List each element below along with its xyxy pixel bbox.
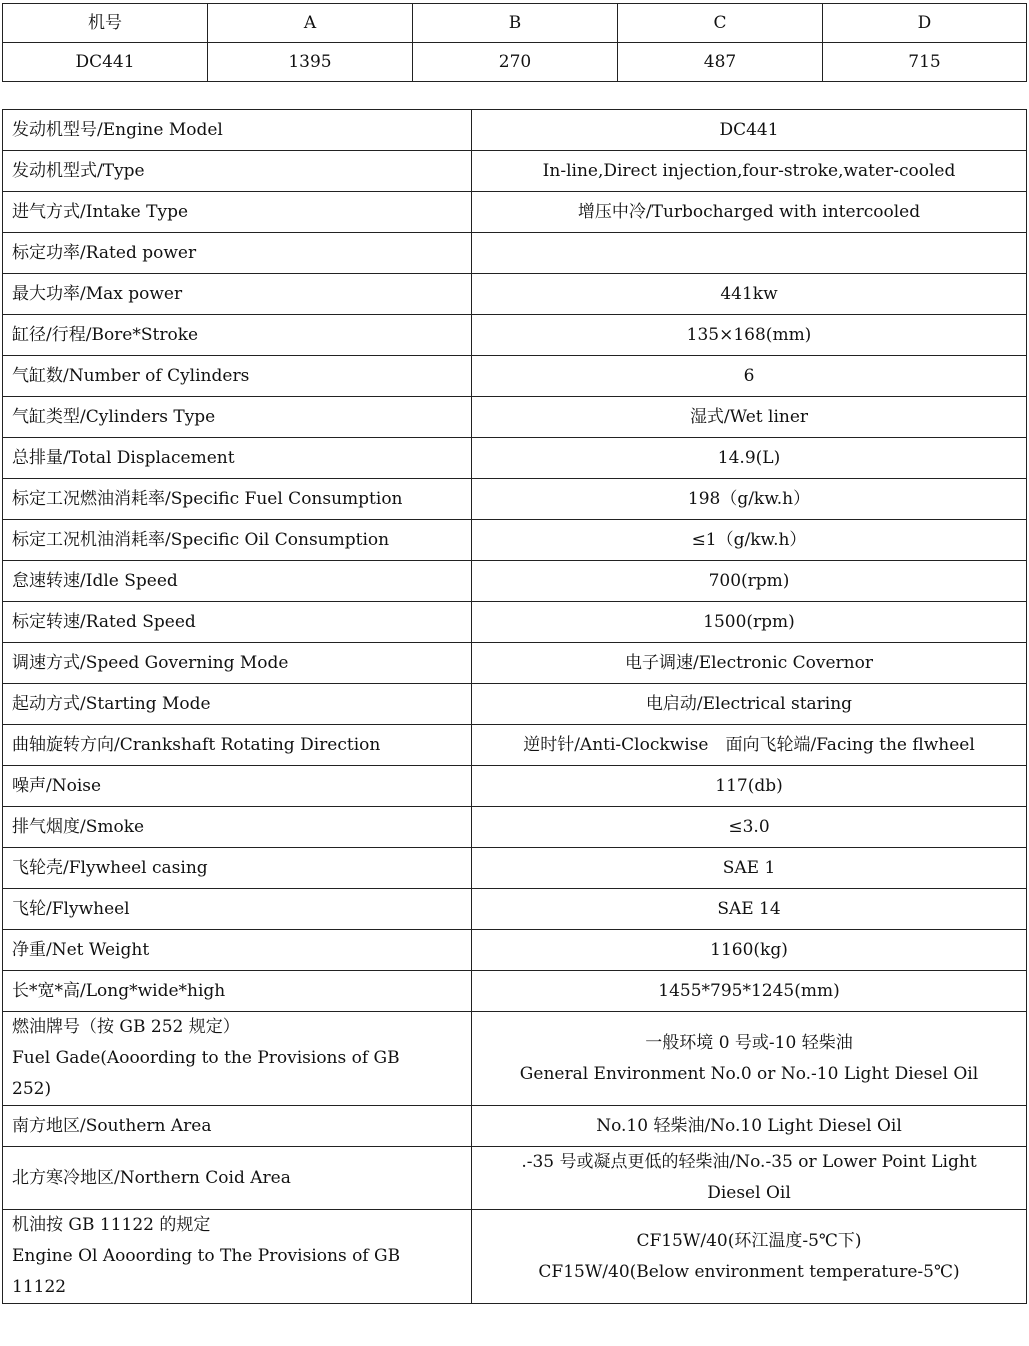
spec-label-fuel-grade <box>3 1012 472 1106</box>
spec-label: 标定转速/Rated Speed <box>3 602 472 643</box>
spec-label: 飞轮壳/Flywheel casing <box>3 848 472 889</box>
spec-row-fuel-grade <box>3 1012 1027 1106</box>
spec-label: 标定功率/Rated power <box>3 233 472 274</box>
spec-value: 增压中冷/Turbocharged with intercooled <box>472 192 1027 233</box>
spec-value: 1500(rpm) <box>472 602 1027 643</box>
spec-value: DC441 <box>472 110 1027 151</box>
value-model-no: DC441 <box>3 43 208 82</box>
spec-label: 气缸类型/Cylinders Type <box>3 397 472 438</box>
dimension-table <box>2 3 1027 82</box>
fuel-value-line-2: General Environment No.0 or No.-10 Light Diesel Oil <box>519 1063 979 1084</box>
oil-label-line-3: 11122 <box>12 1277 67 1297</box>
spec-row <box>3 110 1027 151</box>
spec-row <box>3 315 1027 356</box>
header-a: A <box>208 4 413 43</box>
value-d: 715 <box>823 43 1027 82</box>
spec-row <box>3 192 1027 233</box>
spec-label: 标定工况机油消耗率/Specific Oil Consumption <box>3 520 472 561</box>
spec-value: 6 <box>472 356 1027 397</box>
spec-label: 标定工况燃油消耗率/Specific Fuel Consumption <box>3 479 472 520</box>
spec-label: 总排量/Total Displacement <box>3 438 472 479</box>
spec-row <box>3 725 1027 766</box>
spec-row-northern-area <box>3 1147 1027 1210</box>
spec-row <box>3 397 1027 438</box>
spec-value: 441kw <box>472 274 1027 315</box>
fuel-label-line-1: 燃油牌号（按 GB 252 规定） <box>12 1017 240 1037</box>
spec-row <box>3 643 1027 684</box>
spec-label: 净重/Net Weight <box>3 930 472 971</box>
spec-row <box>3 766 1027 807</box>
spec-value: 117(db) <box>472 766 1027 807</box>
spec-value: ≤3.0 <box>472 807 1027 848</box>
header-b: B <box>413 4 618 43</box>
value-c: 487 <box>618 43 823 82</box>
spec-row <box>3 438 1027 479</box>
fuel-label-line-3: 252) <box>12 1079 52 1099</box>
spec-value <box>472 233 1027 274</box>
spec-row <box>3 479 1027 520</box>
spec-row-southern-area <box>3 1106 1027 1147</box>
header-d: D <box>823 4 1027 43</box>
spec-value: SAE 14 <box>472 889 1027 930</box>
spec-value: 14.9(L) <box>472 438 1027 479</box>
oil-label-line-1: 机油按 GB 11122 的规定 <box>12 1215 211 1235</box>
spec-row <box>3 561 1027 602</box>
spec-label: 调速方式/Speed Governing Mode <box>3 643 472 684</box>
spec-label: 发动机型式/Type <box>3 151 472 192</box>
spec-value-southern-area: No.10 轻柴油/No.10 Light Diesel Oil <box>472 1106 1027 1147</box>
spec-value: 逆时针/Anti-Clockwise 面向飞轮端/Facing the flwheel <box>472 725 1027 766</box>
spec-label: 噪声/Noise <box>3 766 472 807</box>
fuel-value-line-1: 一般环境 0 号或-10 轻柴油 <box>645 1032 853 1053</box>
spec-row <box>3 848 1027 889</box>
spec-row <box>3 151 1027 192</box>
spec-label: 最大功率/Max power <box>3 274 472 315</box>
spec-value: 1160(kg) <box>472 930 1027 971</box>
spec-label: 起动方式/Starting Mode <box>3 684 472 725</box>
spec-label: 气缸数/Number of Cylinders <box>3 356 472 397</box>
spec-value: 电启动/Electrical staring <box>472 684 1027 725</box>
spec-label: 长*宽*高/Long*wide*high <box>3 971 472 1012</box>
oil-value-line-2: CF15W/40(Below environment temperature-5℃) <box>538 1261 960 1282</box>
dimension-value-row <box>3 43 1027 82</box>
spec-value: 电子调速/Electronic Covernor <box>472 643 1027 684</box>
spec-row <box>3 930 1027 971</box>
spec-label-northern-area: 北方寒冷地区/Northern Coid Area <box>3 1147 472 1210</box>
fuel-label-line-2: Fuel Gade(Aooording to the Provisions of GB <box>12 1048 400 1068</box>
spec-row <box>3 807 1027 848</box>
dimension-header-row <box>3 4 1027 43</box>
oil-label-line-2: Engine Ol Aooording to The Provisions of GB <box>12 1246 401 1266</box>
value-a: 1395 <box>208 43 413 82</box>
value-b: 270 <box>413 43 618 82</box>
spec-value: SAE 1 <box>472 848 1027 889</box>
spec-value-engine-oil <box>472 1210 1027 1304</box>
spec-row <box>3 602 1027 643</box>
spec-label-southern-area: 南方地区/Southern Area <box>3 1106 472 1147</box>
spec-row <box>3 889 1027 930</box>
spec-value: ≤1（g/kw.h） <box>472 520 1027 561</box>
spec-label-engine-oil <box>3 1210 472 1304</box>
north-value-line-2: Diesel Oil <box>707 1183 791 1203</box>
spec-label: 怠速转速/Idle Speed <box>3 561 472 602</box>
spec-row <box>3 520 1027 561</box>
spec-row-engine-oil <box>3 1210 1027 1304</box>
header-model-no: 机号 <box>3 4 208 43</box>
spec-value: In-line,Direct injection,four-stroke,water-cooled <box>472 151 1027 192</box>
header-c: C <box>618 4 823 43</box>
oil-value-line-1: CF15W/40(环江温度-5℃下) <box>636 1230 862 1251</box>
spec-row <box>3 356 1027 397</box>
spec-value: 1455*795*1245(mm) <box>472 971 1027 1012</box>
spec-body <box>3 110 1027 1304</box>
spec-row <box>3 274 1027 315</box>
spec-table <box>2 109 1027 1304</box>
spec-value: 湿式/Wet liner <box>472 397 1027 438</box>
spec-label: 排气烟度/Smoke <box>3 807 472 848</box>
spec-label: 缸径/行程/Bore*Stroke <box>3 315 472 356</box>
spec-label: 进气方式/Intake Type <box>3 192 472 233</box>
spec-value-northern-area <box>472 1147 1027 1210</box>
north-value-line-1: .-35 号或凝点更低的轻柴油/No.-35 or Lower Point Light <box>521 1152 977 1172</box>
spec-label: 曲轴旋转方向/Crankshaft Rotating Direction <box>3 725 472 766</box>
spec-value: 700(rpm) <box>472 561 1027 602</box>
spec-value-fuel-grade <box>472 1012 1027 1106</box>
spec-label: 飞轮/Flywheel <box>3 889 472 930</box>
spec-row <box>3 684 1027 725</box>
spec-value: 135×168(mm) <box>472 315 1027 356</box>
spec-value: 198（g/kw.h） <box>472 479 1027 520</box>
spec-label: 发动机型号/Engine Model <box>3 110 472 151</box>
spec-row <box>3 233 1027 274</box>
spec-row <box>3 971 1027 1012</box>
